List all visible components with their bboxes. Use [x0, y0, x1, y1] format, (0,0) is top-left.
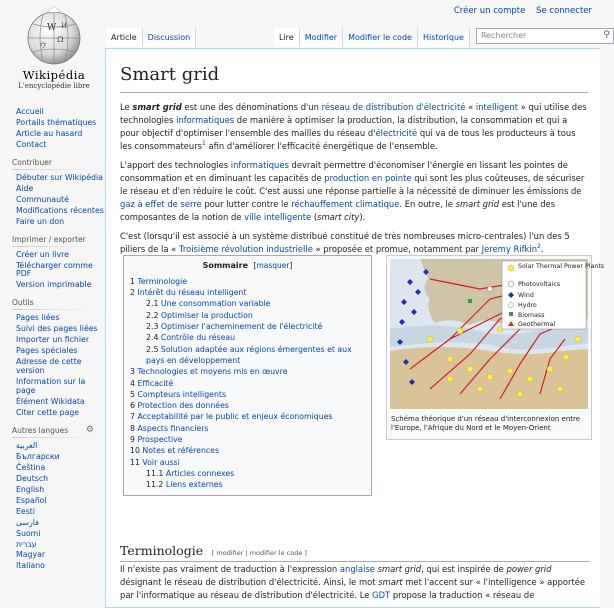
toc-item[interactable] — [130, 411, 365, 422]
toc-item-number: 1 — [130, 276, 135, 286]
lang-hu[interactable]: Magyar — [16, 550, 46, 560]
toc-title: Sommaire — [202, 261, 249, 270]
figure-thumbnail — [386, 255, 605, 440]
sidebar-languages — [0, 442, 104, 571]
toc-item-label[interactable]: Solution adaptée aux régions émergentes et aux pays en développement — [146, 344, 352, 365]
legend-solar: Solar Thermal Power Plants — [518, 263, 605, 270]
page-title: Smart grid — [120, 61, 588, 93]
sidebar-heading-outils: Outils — [0, 298, 104, 310]
search-input[interactable] — [476, 28, 614, 44]
grid-map-image[interactable] — [390, 259, 605, 409]
toc-item-number: 5 — [130, 389, 135, 399]
toc-item[interactable] — [130, 298, 365, 309]
article-content — [105, 48, 605, 608]
lang-bg[interactable]: Български — [16, 451, 60, 461]
wikipedia-logo[interactable] — [14, 8, 94, 90]
toc-item-label[interactable]: Liens externes — [165, 480, 223, 490]
toc-item-label[interactable]: Contrôle du réseau — [160, 333, 236, 343]
toc-item[interactable] — [130, 276, 365, 287]
link-gdt[interactable]: GDT — [372, 590, 391, 601]
toc-item-number: 11.1 — [146, 468, 164, 478]
langues-label: Autres langues — [12, 425, 69, 435]
sidebar-item-citer[interactable]: Citer cette page — [16, 407, 80, 417]
link-jeremy-rifkin[interactable]: Jeremy Rifkin — [481, 244, 538, 255]
toc-item[interactable] — [130, 310, 365, 321]
toc-item[interactable] — [130, 389, 365, 400]
toc-item-number: 7 — [130, 412, 135, 422]
sidebar-heading-langues — [0, 426, 104, 438]
sidebar-item-debuter[interactable]: Débuter sur Wikipédia — [16, 172, 103, 182]
link-informatiques[interactable]: informatiques — [176, 114, 235, 125]
link-ville-intelligente[interactable]: ville intelligente — [244, 212, 312, 223]
toc-item[interactable] — [130, 468, 365, 479]
sidebar — [0, 106, 104, 579]
sidebar-item-portails[interactable]: Portails thématiques — [16, 117, 97, 127]
toc-item-label[interactable]: Prospective — [137, 435, 183, 445]
svg-text:W: W — [47, 23, 57, 33]
sidebar-item-aide[interactable]: Aide — [16, 183, 34, 193]
link-intelligent[interactable]: intelligent — [475, 101, 518, 112]
sidebar-nav — [0, 108, 104, 150]
legend-geothermal: Geothermal — [518, 321, 556, 328]
ref-1[interactable]: 1 — [202, 140, 206, 148]
puzzle-globe-icon — [23, 8, 85, 66]
toc-item-number: 2 — [130, 288, 135, 298]
toc-item[interactable] — [130, 321, 365, 332]
lang-ar[interactable]: العربية — [16, 440, 38, 450]
sidebar-item-speciales[interactable]: Pages spéciales — [16, 346, 78, 356]
sidebar-item-livre[interactable]: Créer un livre — [16, 249, 69, 259]
toc-item[interactable] — [130, 400, 365, 411]
sidebar-item-importer[interactable]: Importer un fichier — [16, 335, 90, 345]
tab-modifier[interactable]: Modifier — [300, 28, 343, 47]
toc-item-number: 11 — [130, 457, 140, 467]
lang-et[interactable]: Eesti — [16, 506, 36, 516]
intro-paragraph-2: L'apport des technologies informatiques devrait permettre d'économiser l'énergie en lissant les pointes de consommation et en diminuant les capacités de production en pointe qui sont les plus coûteuses, de sécuriser le réseau et d'en réduire le coût. C'est aussi une réponse partielle à la nécessité de diminuer les émissions de gaz à effet de serre pour lutter contre le réchauffement climatique. En outre, le smart grid est l'une des composantes de la notion de ville intelligente (smart city). — [120, 159, 585, 223]
svg-text:Ω: Ω — [57, 35, 64, 44]
link-rechauffement[interactable]: réchauffement climatique — [291, 199, 400, 209]
section-paragraph: Il n'existe pas vraiment de traduction à l'expression anglaise smart grid, qui est inspirée de power grid désignant le réseau de distribution d'électricité. Ainsi, le mot smart met l'accent sur « l'intelligence » apportée par l'informatique au réseau de distribution d'électricité. Le GDT propose la traduction « réseau de — [120, 564, 586, 601]
view-tabs — [274, 28, 614, 47]
toc-item-number: 9 — [130, 435, 135, 445]
personal-tools — [446, 6, 592, 16]
toc-item-label[interactable]: Acceptabilité par le public et enjeux économiques — [137, 412, 333, 422]
toc-item[interactable] — [130, 378, 365, 389]
login-link[interactable]: Se connecter — [536, 6, 592, 16]
toc-item-label[interactable]: Aspects financiers — [137, 423, 209, 433]
legend-wind: Wind — [518, 292, 534, 299]
sidebar-item-don[interactable]: Faire un don — [16, 216, 65, 226]
link-electricite[interactable]: électricité — [375, 127, 418, 138]
sidebar-item-pdf[interactable]: Télécharger comme PDF — [16, 260, 93, 279]
toc-item[interactable] — [130, 445, 365, 456]
section-heading-terminologie — [120, 541, 590, 562]
section-title: Terminologie — [120, 543, 204, 558]
link-troisieme-revolution[interactable]: Troisième révolution industrielle — [178, 244, 313, 255]
link-reseau-distribution[interactable]: réseau de distribution d'électricité — [321, 101, 466, 112]
sidebar-item-pages-liees[interactable]: Pages liées — [16, 313, 60, 323]
sidebar-item-suivi[interactable]: Suivi des pages liées — [16, 324, 98, 334]
toc-item-label[interactable]: Notes et références — [142, 446, 220, 456]
sidebar-heading-contribuer: Contribuer — [0, 158, 104, 170]
ref-2[interactable]: 2 — [537, 243, 541, 251]
sidebar-item-adresse[interactable]: Adresse de cette version — [16, 357, 82, 376]
sidebar-item-imprimable[interactable]: Version imprimable — [16, 280, 92, 290]
toc-item[interactable] — [130, 457, 365, 468]
create-account-link[interactable]: Créer un compte — [453, 6, 526, 16]
toc-item[interactable] — [130, 479, 365, 490]
search-placeholder: Rechercher — [480, 31, 527, 40]
toc-item[interactable] — [130, 434, 365, 445]
toc-item[interactable] — [130, 344, 365, 367]
toc-item[interactable] — [130, 287, 365, 298]
toc-item-number: 2.2 — [146, 310, 159, 320]
sidebar-item-hasard[interactable]: Article au hasard — [16, 128, 83, 138]
figure-caption: Schéma théorique d'un réseau d'interconnexion entre l'Europe, l'Afrique du Nord et le Moyen-Orient — [391, 415, 581, 433]
toc-item-label[interactable]: Efficacité — [137, 378, 174, 388]
toc-item[interactable] — [130, 366, 365, 377]
toc-item-number: 3 — [130, 367, 135, 377]
toc-header: Sommaire [masquer] — [202, 261, 293, 270]
gear-icon[interactable]: ⚙ — [85, 424, 94, 435]
link-production-pointe[interactable]: production en pointe — [324, 172, 412, 183]
lang-it[interactable]: Italiano — [16, 561, 45, 571]
toc-toggle-link[interactable]: masquer — [256, 261, 290, 270]
link-gaz-effet-serre[interactable]: gaz à effet de serre — [120, 199, 202, 209]
lang-es[interactable]: Español — [16, 495, 47, 505]
svg-text:И: И — [61, 22, 68, 30]
tab-lire[interactable]: Lire — [274, 28, 300, 47]
toc-item-number: 10 — [130, 446, 140, 456]
sidebar-item-accueil[interactable]: Accueil — [16, 107, 44, 116]
toc-item-label[interactable]: Technologies et moyens mis en œuvre — [137, 367, 288, 377]
toc-item-number: 2.4 — [146, 333, 159, 343]
tab-historique[interactable]: Historique — [418, 28, 470, 47]
intro-paragraph-1: Le smart grid est une des dénominations d'un réseau de distribution d'électricité « intelligent » qui utilise des technologies informatiques de manière à optimiser la production, la distribution, la consommation et qui a pour objectif d'optimiser l'ensemble des mailles du réseau d'électricité qui va de tous les producteurs à tous les consommateurs$^1$ afin d'améliorer l'efficacité énergétique de l'ensemble. — [120, 101, 587, 151]
sidebar-heading-imprimer: Imprimer / exporter — [0, 235, 104, 247]
table-of-contents — [123, 255, 372, 496]
toc-item-number: 2.1 — [146, 299, 159, 309]
sidebar-item-modifications[interactable]: Modifications récentes — [16, 205, 104, 215]
toc-item-label[interactable]: Compteurs intelligents — [137, 389, 227, 399]
link-informatiques-2[interactable]: informatiques — [230, 159, 289, 170]
toc-item-label[interactable]: Voir aussi — [142, 457, 180, 467]
legend-biomass: Biomass — [518, 312, 545, 319]
toc-item-label[interactable]: Terminologie — [137, 276, 188, 286]
lang-fa[interactable]: فارسی — [16, 517, 39, 527]
toc-item-number: 6 — [130, 401, 135, 411]
toc-item-number: 2.3 — [146, 322, 159, 332]
lang-de[interactable]: Deutsch — [16, 473, 49, 483]
legend-hydro: Hydro — [518, 302, 537, 309]
toc-item-label[interactable]: Optimiser l'acheminement de l'électricité — [160, 322, 323, 332]
sidebar-item-contact[interactable]: Contact — [16, 139, 47, 149]
toc-item-number: 8 — [130, 423, 135, 433]
lang-he[interactable]: עברית — [16, 539, 37, 549]
lang-cs[interactable]: Čeština — [16, 462, 46, 472]
tab-modifier-code[interactable]: Modifier le code — [343, 28, 418, 47]
legend-photovoltaics: Photovoltaics — [518, 281, 561, 288]
toc-item-number: 11.2 — [146, 480, 164, 490]
toc-item-number: 4 — [130, 378, 135, 388]
logo-wordmark: Wikipédia — [22, 68, 86, 82]
svg-text:ウ: ウ — [39, 41, 47, 50]
sidebar-contribute — [0, 174, 104, 227]
link-anglaise[interactable]: anglaise — [339, 564, 375, 574]
sidebar-item-wikidata[interactable]: Élément Wikidata — [16, 397, 85, 407]
toc-item-label[interactable]: Protection des données — [137, 401, 229, 411]
toc-list — [130, 276, 365, 491]
sidebar-item-communaute[interactable]: Communauté — [16, 194, 69, 204]
toc-item-number: 2.5 — [146, 344, 159, 354]
toc-item-label[interactable]: Intérêt du réseau intelligent — [137, 288, 247, 298]
logo-tagline: L'encyclopédie libre — [18, 82, 90, 90]
toc-item[interactable] — [130, 423, 365, 434]
sidebar-print — [0, 251, 104, 291]
tab-discussion[interactable]: Discussion — [143, 28, 197, 47]
sidebar-item-information[interactable]: Information sur la page — [16, 377, 86, 396]
tab-article[interactable]: Article — [106, 28, 143, 47]
lang-fi[interactable]: Suomi — [16, 528, 41, 538]
toc-item-label[interactable]: Optimiser la production — [160, 310, 253, 320]
section-edit-links[interactable]: [ modifier | modifier le code ] — [211, 549, 307, 557]
intro-paragraph-3: C'est (lorsqu'il est associé à un système distribué constitué de très nombreuses micro-centrales) l'un des 5 piliers de la « Troisième révolution industrielle » proposée et promue, notamment par Jeremy Rifkin$^2$. — [120, 231, 570, 255]
toc-item-label[interactable]: Une consommation variable — [160, 299, 271, 309]
sidebar-tools — [0, 314, 104, 418]
lang-en[interactable]: English — [16, 484, 45, 494]
namespace-tabs — [106, 28, 196, 47]
toc-item[interactable] — [130, 332, 365, 343]
toc-item-label[interactable]: Articles connexes — [165, 468, 235, 478]
search-icon[interactable]: ⚲ — [603, 30, 610, 40]
